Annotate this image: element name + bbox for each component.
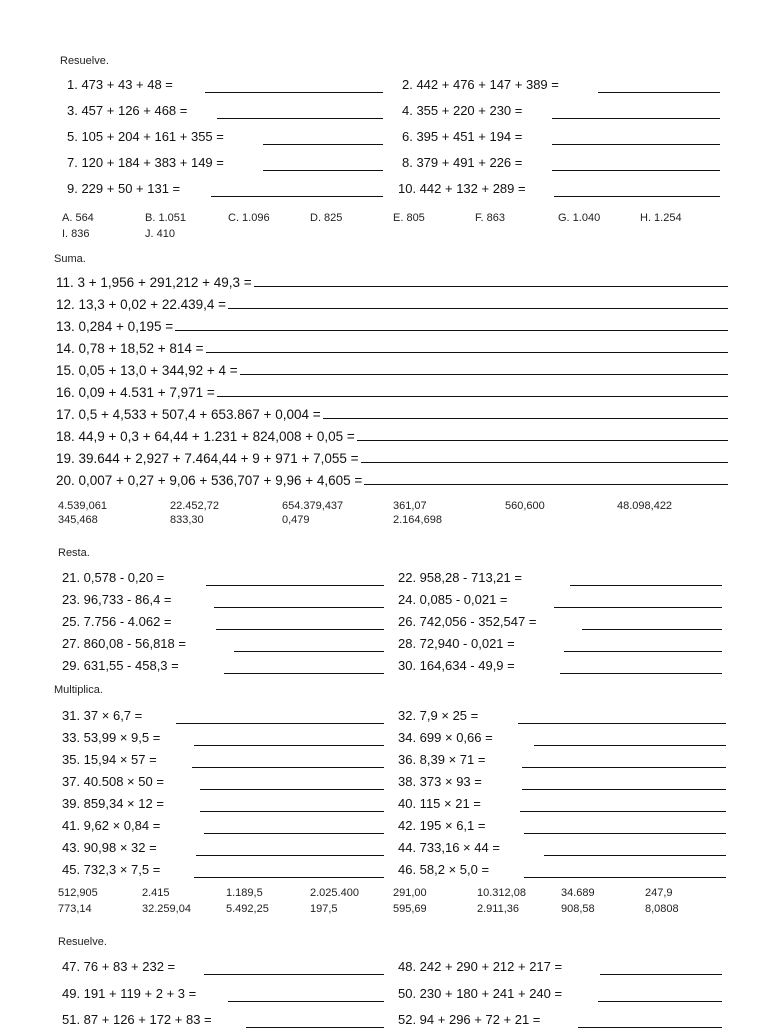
- section-title-resuelve: Resuelve.: [60, 55, 109, 67]
- problem-17: 17. 0,5 + 4,533 + 507,4 + 653.867 + 0,004 =: [56, 407, 728, 422]
- problem-19: 19. 39.644 + 2,927 + 7.464,44 + 9 + 971 + 7,055 =: [56, 451, 728, 466]
- answer-option: 32.259,04: [142, 903, 191, 915]
- answer-line[interactable]: [200, 789, 384, 790]
- problem-15: 15. 0,05 + 13,0 + 344,92 + 4 =: [56, 363, 728, 378]
- answer-line[interactable]: [214, 607, 384, 608]
- answer-line[interactable]: [552, 170, 720, 171]
- answer-option: 197,5: [310, 903, 338, 915]
- answer-line[interactable]: [200, 811, 384, 812]
- answer-option: A. 564: [62, 212, 94, 224]
- answer-option: 0,479: [282, 514, 310, 526]
- answer-option: 773,14: [58, 903, 92, 915]
- answer-option: 2.164,698: [393, 514, 442, 526]
- answer-line[interactable]: [224, 673, 384, 674]
- answer-option: 34.689: [561, 887, 595, 899]
- answer-line[interactable]: [364, 484, 728, 485]
- answer-option: 1.189,5: [226, 887, 263, 899]
- answer-line[interactable]: [582, 629, 722, 630]
- answer-line[interactable]: [192, 767, 384, 768]
- answer-line[interactable]: [544, 855, 726, 856]
- answer-line[interactable]: [176, 723, 384, 724]
- section-title-resta: Resta.: [58, 547, 90, 559]
- answer-option: 22.452,72: [170, 500, 219, 512]
- problem-12: 12. 13,3 + 0,02 + 22.439,4 =: [56, 297, 728, 312]
- answer-line[interactable]: [598, 92, 720, 93]
- answer-option: G. 1.040: [558, 212, 601, 224]
- answer-line[interactable]: [552, 144, 720, 145]
- answer-option: 654.379,437: [282, 500, 344, 512]
- answer-option: B. 1.051: [145, 212, 186, 224]
- answer-line[interactable]: [206, 585, 384, 586]
- section-title-multiplica: Multiplica.: [54, 684, 103, 696]
- problem-13: 13. 0,284 + 0,195 =: [56, 319, 728, 334]
- answer-line[interactable]: [206, 352, 728, 353]
- answer-line[interactable]: [228, 308, 728, 309]
- answer-line[interactable]: [211, 196, 383, 197]
- answer-option: 4.539,061: [58, 500, 107, 512]
- answer-option: I. 836: [62, 228, 90, 240]
- answer-line[interactable]: [570, 585, 722, 586]
- answer-line[interactable]: [524, 833, 726, 834]
- answer-line[interactable]: [263, 170, 383, 171]
- answer-option: F. 863: [475, 212, 505, 224]
- answer-line[interactable]: [600, 974, 722, 975]
- answer-line[interactable]: [564, 651, 722, 652]
- answer-line[interactable]: [254, 286, 728, 287]
- answer-line[interactable]: [194, 745, 384, 746]
- answer-line[interactable]: [560, 673, 722, 674]
- answer-option: D. 825: [310, 212, 343, 224]
- answer-option: 2.415: [142, 887, 170, 899]
- answer-line[interactable]: [357, 440, 728, 441]
- answer-line[interactable]: [554, 607, 722, 608]
- answer-line[interactable]: [216, 629, 384, 630]
- answer-option: 5.492,25: [226, 903, 269, 915]
- answer-line[interactable]: [228, 1001, 384, 1002]
- answer-line[interactable]: [554, 196, 720, 197]
- answer-option: 361,07: [393, 500, 427, 512]
- answer-option: 560,600: [505, 500, 545, 512]
- answer-option: 595,69: [393, 903, 427, 915]
- answer-line[interactable]: [522, 767, 726, 768]
- answer-option: H. 1.254: [640, 212, 682, 224]
- answer-line[interactable]: [534, 745, 726, 746]
- answer-option: 833,30: [170, 514, 204, 526]
- answer-line[interactable]: [217, 396, 728, 397]
- answer-option: 247,9: [645, 887, 673, 899]
- answer-line[interactable]: [217, 118, 383, 119]
- problem-16: 16. 0,09 + 4.531 + 7,971 =: [56, 385, 728, 400]
- answer-option: J. 410: [145, 228, 175, 240]
- problem-18: 18. 44,9 + 0,3 + 64,44 + 1.231 + 824,008 + 0,05 =: [56, 429, 728, 444]
- answer-line[interactable]: [204, 833, 384, 834]
- answer-line[interactable]: [234, 651, 384, 652]
- answer-line[interactable]: [194, 877, 384, 878]
- problem-11: 11. 3 + 1,956 + 291,212 + 49,3 =: [56, 275, 728, 290]
- answer-line[interactable]: [522, 789, 726, 790]
- answer-option: 2.025.400: [310, 887, 359, 899]
- section-title-resuelve-2: Resuelve.: [58, 936, 107, 948]
- answer-line[interactable]: [205, 92, 383, 93]
- answer-option: 345,468: [58, 514, 98, 526]
- answer-line[interactable]: [204, 974, 384, 975]
- answer-line[interactable]: [518, 723, 726, 724]
- answer-line[interactable]: [196, 855, 384, 856]
- answer-line[interactable]: [361, 462, 728, 463]
- answer-line[interactable]: [524, 877, 726, 878]
- answer-line[interactable]: [263, 144, 383, 145]
- answer-line[interactable]: [240, 374, 728, 375]
- section-title-suma: Suma.: [54, 253, 86, 265]
- answer-option: 2.911,36: [477, 903, 520, 915]
- answer-line[interactable]: [323, 418, 728, 419]
- answer-option: 48.098,422: [617, 500, 673, 512]
- answer-option: C. 1.096: [228, 212, 270, 224]
- answer-option: 512,905: [58, 887, 98, 899]
- answer-option: E. 805: [393, 212, 425, 224]
- answer-option: 291,00: [393, 887, 427, 899]
- answer-line[interactable]: [552, 118, 720, 119]
- answer-option: 8,0808: [645, 903, 679, 915]
- problem-20: 20. 0,007 + 0,27 + 9,06 + 536,707 + 9,96 + 4,605 =: [56, 473, 728, 488]
- answer-line[interactable]: [598, 1001, 722, 1002]
- answer-line[interactable]: [175, 330, 728, 331]
- answer-option: 10.312,08: [477, 887, 526, 899]
- answer-option: 908,58: [561, 903, 595, 915]
- problem-14: 14. 0,78 + 18,52 + 814 =: [56, 341, 728, 356]
- answer-line[interactable]: [520, 811, 726, 812]
